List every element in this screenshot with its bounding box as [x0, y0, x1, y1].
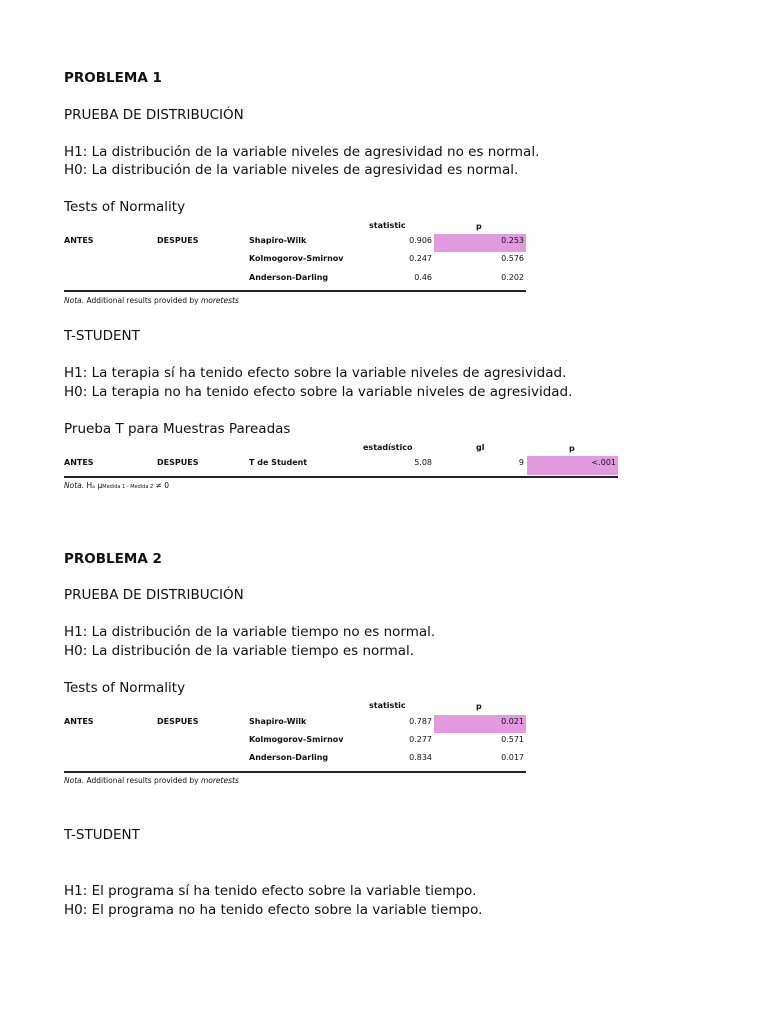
note-hypothesis: Hₐ μ	[84, 481, 103, 490]
note-text: Additional results provided by	[84, 776, 201, 785]
t-hypothesis-h1: H1: La terapia sí ha tenido efecto sobre la variable niveles de agresividad.	[64, 365, 567, 381]
test-name: T de Student	[249, 458, 308, 467]
statistic-value: 0.247	[409, 254, 432, 263]
note-package: moretests	[200, 776, 239, 785]
t-hypothesis-h0: H0: La terapia no ha tenido efecto sobre la variable niveles de agresividad.	[64, 384, 573, 400]
table-bottom-rule	[64, 290, 526, 292]
estadistico-value: 5.08	[414, 458, 432, 467]
problem-1-title: PROBLEMA 1	[64, 70, 162, 86]
t-student-heading: T-STUDENT	[64, 827, 140, 843]
note-package: moretests	[200, 296, 239, 305]
p-value: <.001	[591, 458, 616, 467]
statistic-value: 0.787	[409, 717, 432, 726]
p-value: 0.017	[501, 753, 524, 762]
variable-antes: ANTES	[64, 458, 94, 467]
note-label: Nota.	[64, 776, 85, 785]
note-subscript: Medida 1 - Medida 2	[102, 484, 154, 490]
table-bottom-rule	[64, 476, 618, 478]
column-header-statistic: statistic	[369, 701, 406, 710]
normality-table-title: Tests of Normality	[64, 199, 186, 215]
p-value: 0.576	[501, 254, 524, 263]
variable-despues: DESPUES	[157, 717, 199, 726]
statistic-value: 0.834	[409, 753, 432, 762]
table-bottom-rule	[64, 771, 526, 773]
column-header-p: p	[569, 444, 575, 453]
column-header-p: p	[476, 222, 482, 231]
hypothesis-h1: H1: La distribución de la variable niveles de agresividad no es normal.	[64, 144, 540, 160]
column-header-p: p	[476, 702, 482, 711]
p-value: 0.202	[501, 273, 524, 282]
hypothesis-h0: H0: La distribución de la variable tiempo es normal.	[64, 643, 415, 659]
statistic-value: 0.906	[409, 236, 432, 245]
test-name: Kolmogorov-Smirnov	[249, 735, 344, 744]
statistic-value: 0.277	[409, 735, 432, 744]
hypothesis-h1: H1: La distribución de la variable tiempo no es normal.	[64, 624, 436, 640]
test-name: Shapiro-Wilk	[249, 717, 307, 726]
t-hypothesis-h1: H1: El programa sí ha tenido efecto sobre la variable tiempo.	[64, 883, 477, 899]
test-name: Kolmogorov-Smirnov	[249, 254, 344, 263]
p-value: 0.253	[501, 236, 524, 245]
table-note	[64, 776, 239, 785]
ttest-table-title: Prueba T para Muestras Pareadas	[64, 421, 291, 437]
variable-despues: DESPUES	[157, 236, 199, 245]
statistic-value: 0.46	[414, 273, 432, 282]
variable-antes: ANTES	[64, 717, 94, 726]
variable-despues: DESPUES	[157, 458, 199, 467]
note-label: Nota.	[64, 481, 85, 490]
note-text: Additional results provided by	[84, 296, 201, 305]
test-name: Anderson-Darling	[249, 753, 329, 762]
gl-value: 9	[518, 458, 524, 467]
column-header-statistic: statistic	[369, 221, 406, 230]
p-value: 0.021	[501, 717, 524, 726]
test-name: Anderson-Darling	[249, 273, 329, 282]
table-note	[64, 296, 239, 305]
normality-table-title: Tests of Normality	[64, 680, 186, 696]
variable-antes: ANTES	[64, 236, 94, 245]
t-hypothesis-h0: H0: El programa no ha tenido efecto sobre la variable tiempo.	[64, 902, 483, 918]
p-value: 0.571	[501, 735, 524, 744]
column-header-gl: gl	[476, 443, 485, 452]
column-header-estadistico: estadístico	[363, 443, 413, 452]
distribution-heading: PRUEBA DE DISTRIBUCIÓN	[64, 587, 244, 603]
problem-2-title: PROBLEMA 2	[64, 551, 162, 567]
distribution-heading: PRUEBA DE DISTRIBUCIÓN	[64, 107, 244, 123]
table-note	[64, 481, 169, 490]
hypothesis-h0: H0: La distribución de la variable niveles de agresividad es normal.	[64, 162, 519, 178]
t-student-heading: T-STUDENT	[64, 328, 140, 344]
test-name: Shapiro-Wilk	[249, 236, 307, 245]
note-label: Nota.	[64, 296, 85, 305]
note-end: ≠ 0	[153, 481, 169, 490]
